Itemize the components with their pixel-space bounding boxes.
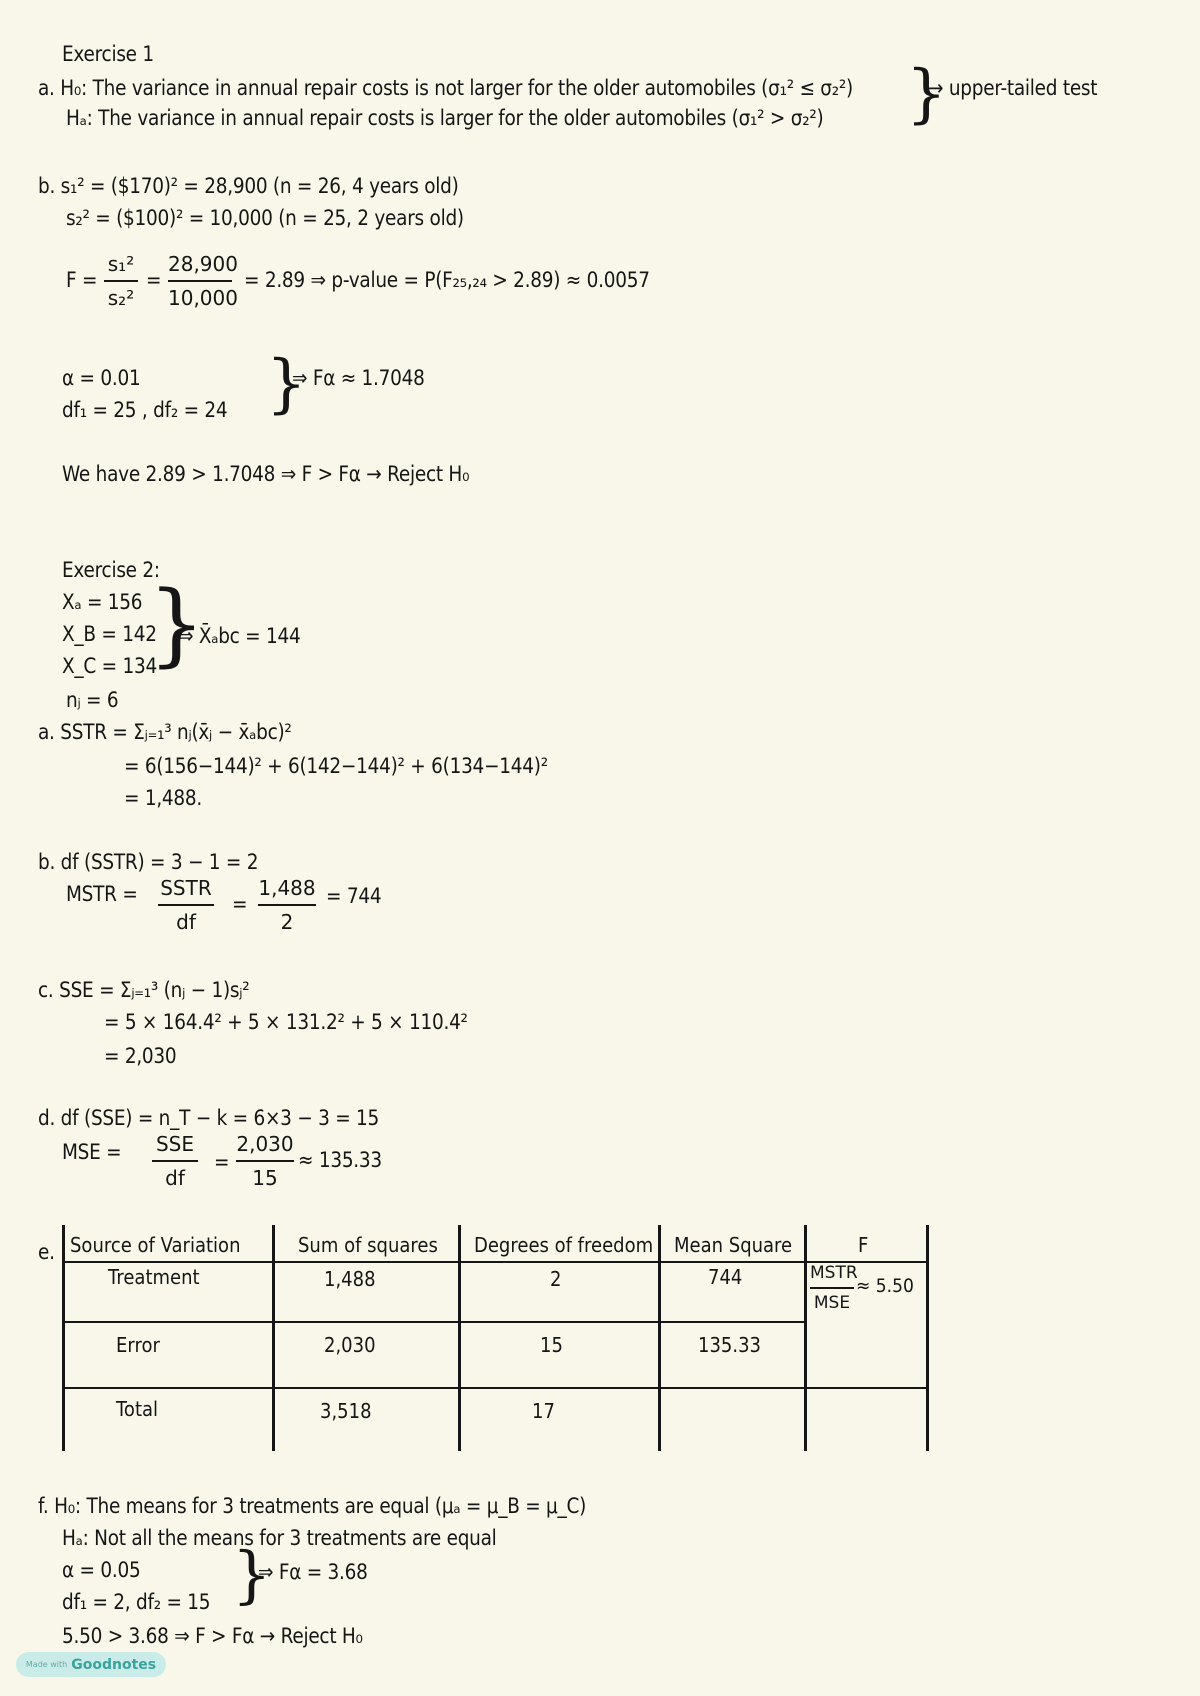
table-column-rule — [62, 1225, 65, 1451]
ex2-f-conclusion: 5.50 > 3.68 ⇒ F > Fα → Reject H₀ — [62, 1624, 363, 1648]
table-header-cell: Mean Square — [674, 1233, 793, 1257]
fraction-bar — [168, 280, 232, 282]
fraction-bar — [152, 1160, 198, 1162]
table-cell: 744 — [708, 1265, 743, 1289]
fraction-numerator: SSTR — [160, 876, 212, 900]
ex2-f-alt-hypothesis: Hₐ: Not all the means for 3 treatments are equal — [62, 1526, 497, 1550]
fraction-bar — [236, 1160, 294, 1162]
brace-icon: } — [148, 572, 206, 677]
table-f-fraction — [810, 1263, 858, 1313]
ex1-conclusion: We have 2.89 > 1.7048 ⇒ F > Fα → Reject H₀ — [62, 462, 470, 486]
table-column-rule — [458, 1225, 461, 1451]
ex2-d-df-sse: d. df (SSE) = n_T − k = 6×3 − 3 = 15 — [38, 1106, 380, 1130]
table-header-rule — [62, 1261, 928, 1263]
ex1-f-fraction — [104, 252, 138, 310]
anova-table — [62, 1225, 928, 1451]
table-row-rule — [62, 1387, 928, 1389]
ex1-a-test-type: → upper-tailed test — [928, 76, 1098, 100]
ex2-d-equals: = — [214, 1150, 230, 1174]
ex2-xb: X_B = 142 — [62, 622, 157, 646]
table-cell: 17 — [532, 1399, 555, 1423]
table-cell: 2 — [550, 1267, 562, 1291]
ex2-d-mse-result: ≈ 135.33 — [298, 1148, 382, 1172]
fraction-bar — [104, 280, 138, 282]
ex2-xc: X_C = 134 — [62, 654, 157, 678]
fraction-numerator: MSTR — [810, 1263, 858, 1283]
ex2-d-mse-fraction — [152, 1132, 198, 1190]
ex2-e-label: e. — [38, 1240, 55, 1264]
ex2-nj: nⱼ = 6 — [66, 688, 119, 712]
goodnotes-badge[interactable] — [16, 1652, 166, 1677]
fraction-numerator: SSE — [155, 1132, 195, 1156]
table-cell: 135.33 — [698, 1333, 761, 1357]
ex1-alpha: α = 0.01 — [62, 366, 141, 390]
ex1-a-alt-hypothesis: Hₐ: The variance in annual repair costs is larger for the older automobiles (σ₁² > σ₂²) — [66, 106, 824, 130]
ex2-f-critical: ⇒ Fα = 3.68 — [258, 1560, 368, 1584]
fraction-bar — [810, 1287, 854, 1289]
ex2-c-sse-result: = 2,030 — [104, 1044, 177, 1068]
brace-icon: } — [232, 1538, 272, 1611]
fraction-numerator: 28,900 — [168, 252, 238, 276]
fraction-bar — [258, 904, 316, 906]
ex2-grand-mean: ⇒ X̄ₐbc = 144 — [178, 624, 301, 648]
ex1-dfs: df₁ = 25 , df₂ = 24 — [62, 398, 228, 422]
exercise-2-title: Exercise 2: — [62, 558, 160, 582]
ex2-c-sse-substitution: = 5 × 164.4² + 5 × 131.2² + 5 × 110.4² — [104, 1010, 468, 1034]
table-column-rule — [272, 1225, 275, 1451]
brace-icon: } — [906, 57, 947, 131]
table-header-cell: F — [858, 1233, 869, 1257]
fraction-denominator: df — [165, 1165, 185, 1190]
ex2-f-alpha: α = 0.05 — [62, 1558, 141, 1582]
table-column-rule — [658, 1225, 661, 1451]
fraction-denominator: df — [176, 909, 196, 934]
ex2-b-mstr-label: MSTR = — [66, 882, 138, 906]
table-row-rule — [62, 1321, 804, 1323]
fraction-denominator: 10,000 — [168, 285, 238, 310]
ex2-a-sstr-result: = 1,488. — [124, 786, 203, 810]
ex2-d-value-fraction — [236, 1132, 294, 1190]
table-cell: Error — [116, 1333, 160, 1357]
fraction-denominator: 2 — [280, 909, 294, 934]
table-f-value: ≈ 5.50 — [856, 1275, 914, 1297]
ex2-a-sstr-formula: a. SSTR = Σⱼ₌₁³ nⱼ(x̄ⱼ − x̄ₐbc)² — [38, 720, 292, 744]
table-cell: Total — [116, 1397, 159, 1421]
fraction-denominator: 15 — [252, 1165, 278, 1190]
fraction-denominator: s₂² — [107, 285, 135, 310]
table-header-cell: Degrees of freedom — [474, 1233, 654, 1257]
table-cell: 15 — [540, 1333, 563, 1357]
table-cell: 3,518 — [320, 1399, 372, 1423]
brace-icon: } — [266, 347, 307, 421]
ex1-f-equals: = — [146, 268, 162, 292]
badge-made-with: Made with — [25, 1660, 68, 1669]
table-cell: 1,488 — [324, 1267, 376, 1291]
ex2-b-df-sstr: b. df (SSTR) = 3 − 1 = 2 — [38, 850, 259, 874]
table-column-rule — [804, 1225, 807, 1451]
ex2-d-mse-label: MSE = — [62, 1140, 122, 1164]
ex2-a-sstr-substitution: = 6(156−144)² + 6(142−144)² + 6(134−144)² — [124, 754, 548, 778]
ex1-a-null-hypothesis: a. H₀: The variance in annual repair costs is not larger for the older automobiles (σ₁² ≤ σ₂²) — [38, 76, 853, 100]
ex2-b-mstr-fraction — [158, 876, 214, 934]
ex2-xa: Xₐ = 156 — [62, 590, 143, 614]
fraction-numerator: 2,030 — [236, 1132, 294, 1156]
ex1-f-fraction-values — [168, 252, 238, 310]
fraction-numerator: s₁² — [107, 252, 135, 276]
table-header-cell: Sum of squares — [298, 1233, 438, 1257]
ex1-f-critical: ⇒ Fα ≈ 1.7048 — [292, 366, 425, 390]
ex2-b-mstr-result: = 744 — [326, 884, 382, 908]
fraction-numerator: 1,488 — [258, 876, 316, 900]
ex2-b-equals: = — [232, 892, 248, 916]
badge-brand: Goodnotes — [71, 1656, 157, 1673]
ex1-b-s1-squared: b. s₁² = ($170)² = 28,900 (n = 26, 4 years old) — [38, 174, 459, 198]
ex2-c-sse-formula: c. SSE = Σⱼ₌₁³ (nⱼ − 1)sⱼ² — [38, 978, 250, 1002]
table-cell: Treatment — [108, 1265, 200, 1289]
ex1-f-result: = 2.89 ⇒ p-value = P(F₂₅,₂₄ > 2.89) ≈ 0.0057 — [244, 268, 650, 292]
ex1-b-s2-squared: s₂² = ($100)² = 10,000 (n = 25, 2 years old) — [66, 206, 464, 230]
table-header-cell: Source of Variation — [70, 1233, 241, 1257]
table-column-rule — [926, 1225, 929, 1451]
fraction-bar — [158, 904, 214, 906]
ex1-f-label: F = — [66, 268, 98, 292]
table-cell: 2,030 — [324, 1333, 376, 1357]
exercise-1-title: Exercise 1 — [62, 42, 154, 66]
fraction-denominator: MSE — [813, 1292, 851, 1313]
ex2-f-null-hypothesis: f. H₀: The means for 3 treatments are equal (μₐ = μ_B = μ_C) — [38, 1494, 587, 1518]
ex2-b-value-fraction — [258, 876, 316, 934]
ex2-f-dfs: df₁ = 2, df₂ = 15 — [62, 1590, 211, 1614]
